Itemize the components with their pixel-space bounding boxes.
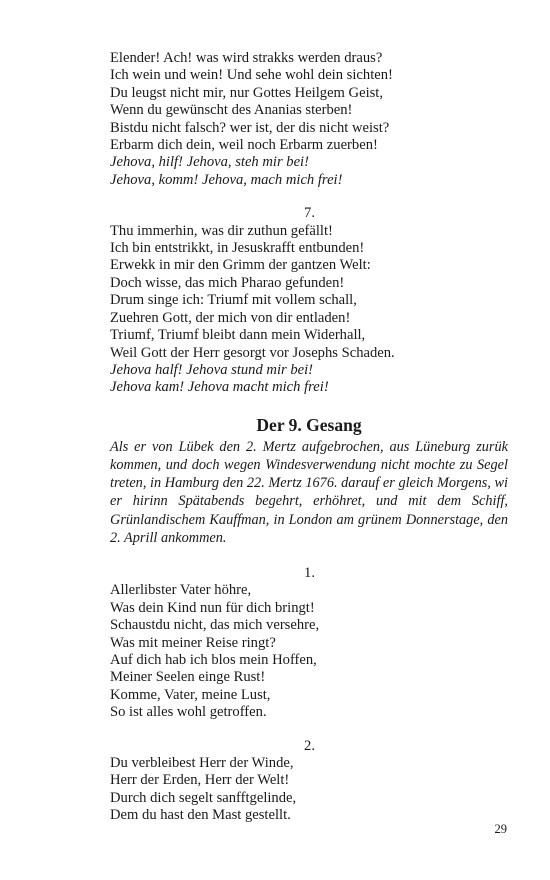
page-number: 29	[494, 822, 507, 836]
verse-line: Du verbleibest Herr der Winde,	[110, 755, 294, 771]
verse-line: Wenn du gewünscht des Ananias sterben!	[110, 102, 353, 119]
verse-line: Doch wisse, das mich Pharao gefunden!	[110, 274, 345, 291]
stanza-number: 1.	[304, 564, 315, 581]
stanza-number: 7.	[304, 205, 315, 222]
refrain-line: Jehova, hilf! Jehova, steh mir bei!	[110, 154, 309, 171]
verse-line: Auf dich hab ich blos mein Hoffen,	[110, 651, 317, 668]
gesang-9-stanza-2	[110, 738, 508, 825]
verse-line: Triumf, Triumf bleibt dann mein Widerhall,	[110, 327, 366, 344]
verse-line: Durch dich segelt sanfftgelinde,	[110, 789, 297, 806]
stanza-6	[110, 50, 508, 189]
verse-line: Allerlibster Vater höhre,	[110, 582, 252, 599]
verse-line: Ich wein und wein! Und sehe wohl dein sichten!	[110, 67, 393, 84]
verse-line: Bistdu nicht falsch? wer ist, der dis nicht weist?	[110, 119, 390, 136]
verse-line: Weil Gott der Herr gesorgt vor Josephs Schaden.	[110, 344, 395, 361]
gesang-9-stanza-1	[110, 565, 508, 722]
text-column	[110, 50, 508, 825]
verse-line: Drum singe ich: Triumf mit vollem schall,	[110, 292, 357, 309]
stanza-7	[110, 205, 508, 396]
section-heading: Der 9. Gesang	[256, 414, 362, 435]
verse-line: Was mit meiner Reise ringt?	[110, 634, 276, 651]
refrain-line: Jehova half! Jehova stund mir bei!	[110, 361, 314, 378]
verse-line: Schaustdu nicht, das mich versehre,	[110, 617, 320, 634]
verse-line: Thu immerhin, was dir zuthun gefällt!	[110, 222, 333, 239]
stanza-number: 2.	[304, 737, 315, 754]
verse-line: Erbarm dich dein, weil noch Erbarm zuerben!	[110, 137, 378, 154]
refrain-line: Jehova kam! Jehova macht mich frei!	[110, 379, 329, 396]
verse-line: Elender! Ach! was wird strakks werden draus?	[110, 50, 383, 66]
verse-line: Ich bin entstrikkt, in Jesuskrafft entbunden!	[110, 240, 365, 257]
verse-line: Herr der Erden, Herr der Welt!	[110, 772, 290, 789]
verse-line: Meiner Seelen einge Rust!	[110, 669, 266, 686]
verse-line: Erwekk in mir den Grimm der gantzen Welt:	[110, 257, 371, 274]
verse-line: Komme, Vater, meine Lust,	[110, 686, 271, 703]
verse-line: Du leugst nicht mir, nur Gottes Heilgem Geist,	[110, 84, 384, 101]
verse-line: Zuehren Gott, der mich von dir entladen!	[110, 309, 351, 326]
section-introduction: Als er von Lübek den 2. Mertz aufgebrochen, aus Lüneburg zurük kommen, und doch wegen Windesverwendung nicht mochte zu Segel treten, in Hamburg den 22. Mertz 1676. darauf er gleich Morgens, wi er hirinn Spätabends begehrt, erhöhret, und mit dem Schiff, Grünlandischem Kauffman, in London am grünem Donnerstage, den 2. Aprill ankommen.	[110, 438, 508, 546]
refrain-line: Jehova, komm! Jehova, mach mich frei!	[110, 171, 343, 188]
verse-line: So ist alles wohl getroffen.	[110, 704, 267, 721]
verse-line: Was dein Kind nun für dich bringt!	[110, 599, 315, 616]
verse-line: Dem du hast den Mast gestellt.	[110, 807, 291, 824]
